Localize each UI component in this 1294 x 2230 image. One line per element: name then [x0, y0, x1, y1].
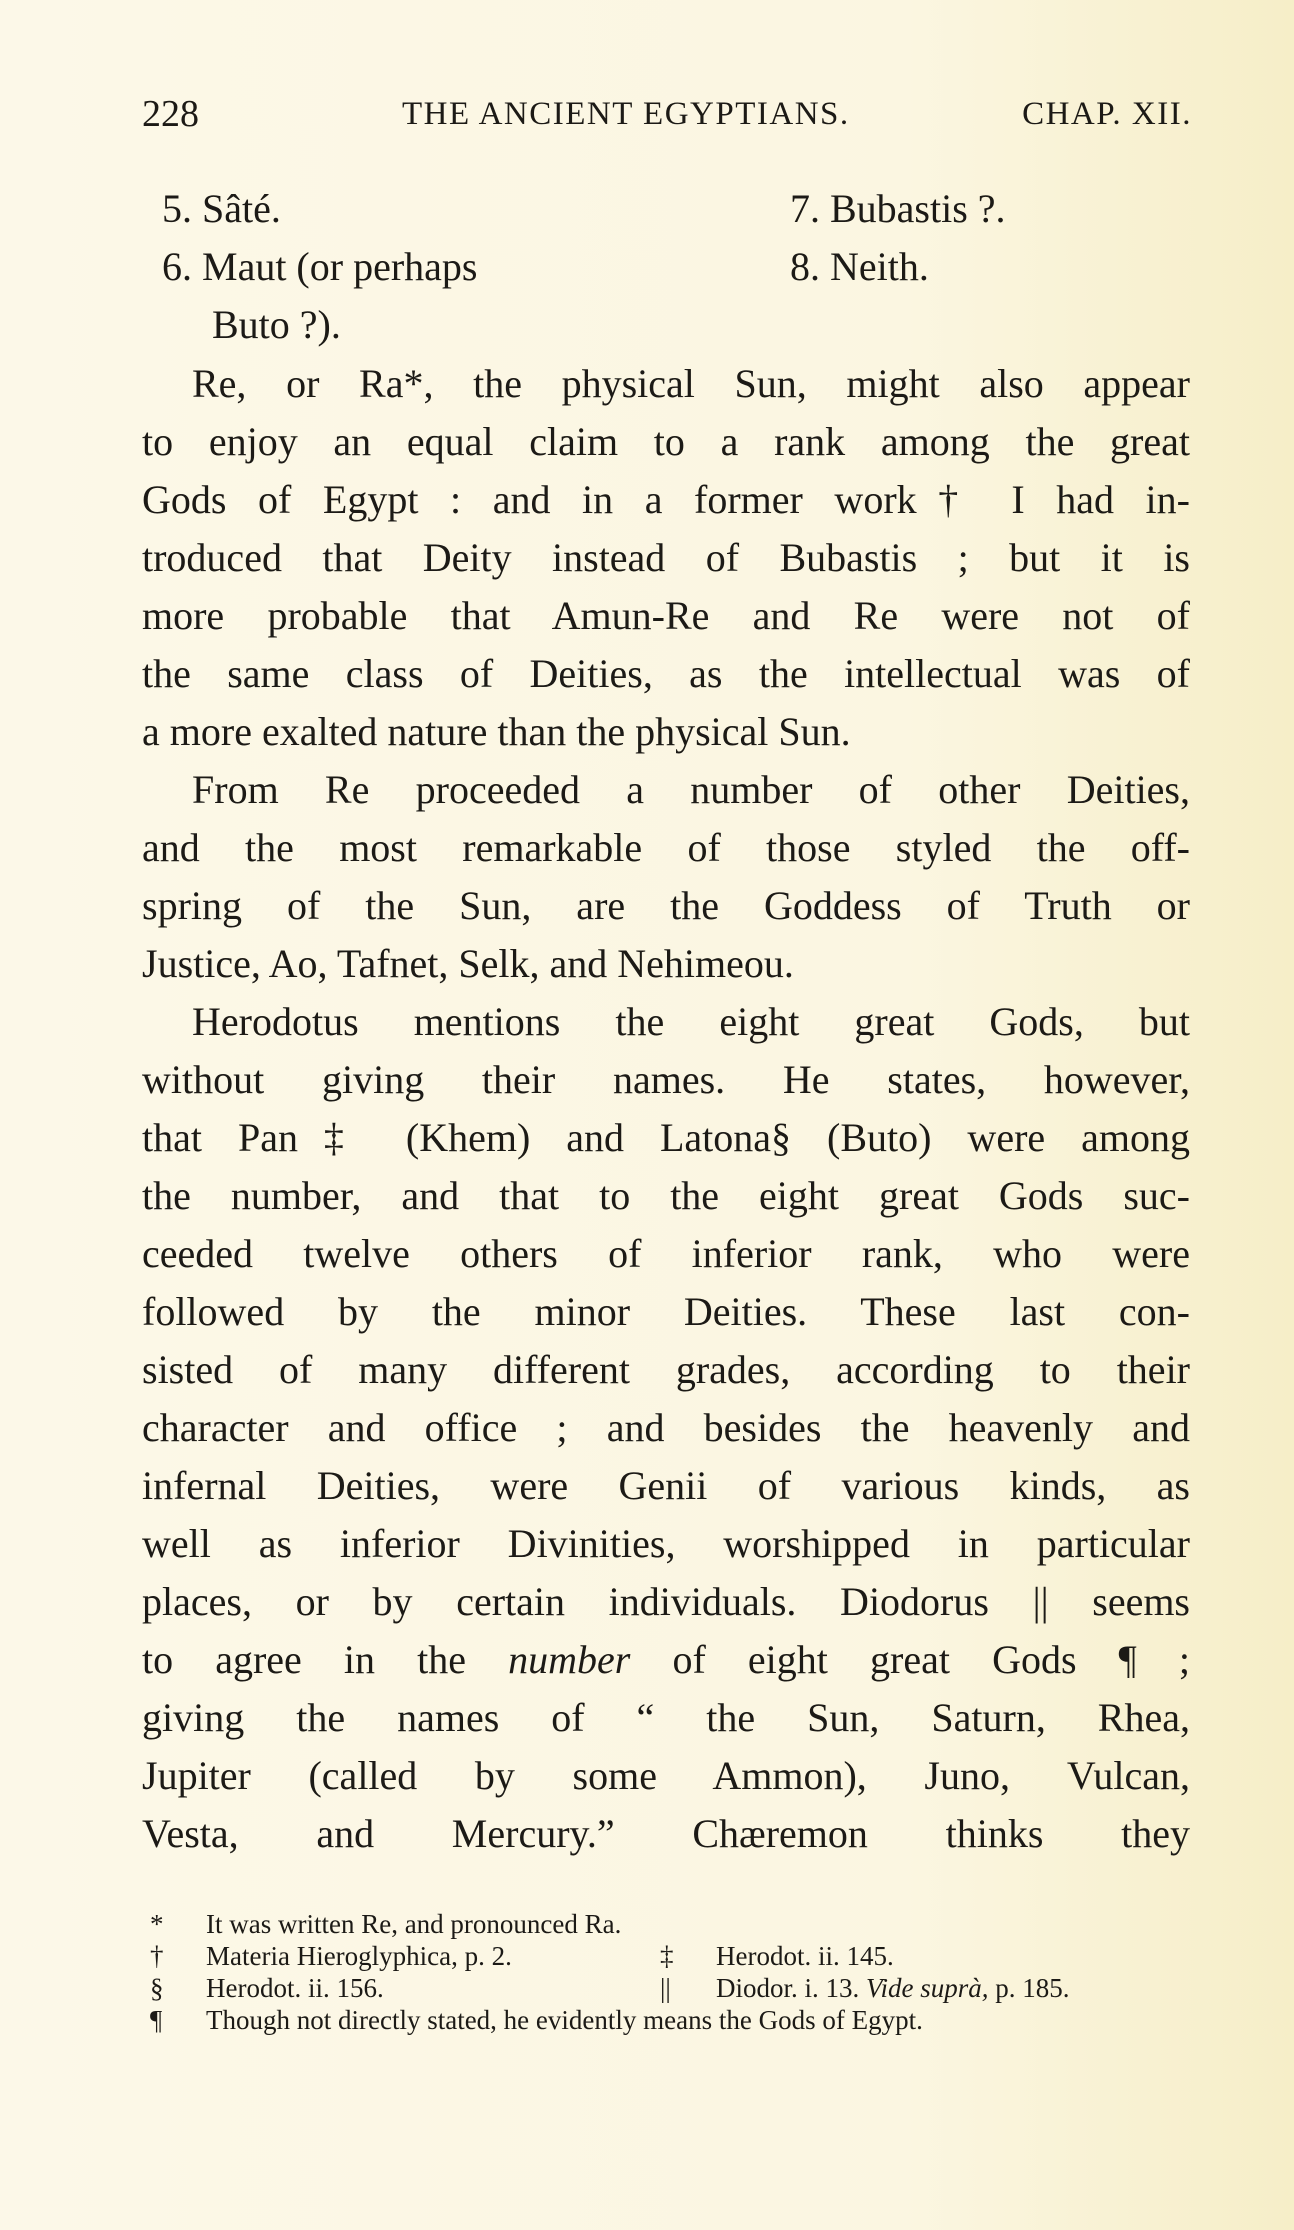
- footnote-mark: §: [150, 1973, 164, 2003]
- footnote: [660, 1941, 894, 1971]
- text-line: Justice, Ao, Tafnet, Selk, and Nehimeou.: [142, 941, 794, 986]
- text-line: followed by the minor Deities. These last con-: [142, 1289, 1190, 1334]
- footnote-mark: †: [150, 1941, 164, 1971]
- deity-list-right-column: [790, 180, 1006, 296]
- text-line: Jupiter (called by some Ammon), Juno, Vulcan,: [142, 1753, 1190, 1798]
- text-line: giving the names of “ the Sun, Saturn, Rhea,: [142, 1695, 1190, 1740]
- text-line: From Re proceeded a number of other Deities,: [192, 767, 1190, 812]
- text-line: Vesta, and Mercury.” Chæremon thinks they: [142, 1811, 1190, 1856]
- body-text: [142, 355, 1190, 1863]
- list-item: 5. Sâté.: [162, 186, 281, 231]
- text-line: the same class of Deities, as the intellectual was of: [142, 651, 1190, 696]
- footnote-mark: ‡: [660, 1941, 674, 1971]
- text-line: and the most remarkable of those styled the off-: [142, 825, 1190, 870]
- text-line: well as inferior Divinities, worshipped in particular: [142, 1521, 1190, 1566]
- list-item: 7. Bubastis ?.: [790, 186, 1006, 231]
- text-line-with-italic: [142, 1631, 1190, 1689]
- text-line: more probable that Amun-Re and Re were not of: [142, 593, 1190, 638]
- footnote: [150, 1972, 660, 2004]
- text-line: the number, and that to the eight great Gods suc-: [142, 1173, 1190, 1218]
- footnote-text: Though not directly stated, he evidently means the Gods of Egypt.: [206, 2005, 923, 2035]
- text-line: to enjoy an equal claim to a rank among the great: [142, 419, 1190, 464]
- text-line: infernal Deities, were Genii of various kinds, as: [142, 1463, 1190, 1508]
- text-line: spring of the Sun, are the Goddess of Truth or: [142, 883, 1190, 928]
- footnote-mark: ||: [660, 1973, 671, 2003]
- footnote-text: Herodot. ii. 145.: [716, 1941, 894, 1971]
- text-line: Herodotus mentions the eight great Gods, but: [192, 999, 1190, 1044]
- text-segment: of eight great Gods ¶ ;: [630, 1637, 1190, 1682]
- footnote: [660, 1973, 1070, 2003]
- footnote-italic: Vide suprà,: [866, 1973, 989, 2003]
- text-line: that Pan‡ (Khem) and Latona§ (Buto) were among: [142, 1115, 1190, 1160]
- footnote-row: [142, 1972, 1192, 2004]
- text-line: places, or by certain individuals. Diodorus || seems: [142, 1579, 1190, 1624]
- list-item: Buto ?).: [212, 302, 341, 347]
- list-item: 6. Maut (or perhaps: [162, 244, 478, 289]
- text-line: a more exalted nature than the physical Sun.: [142, 709, 851, 754]
- text-line: troduced that Deity instead of Bubastis ; but it is: [142, 535, 1190, 580]
- running-header: [142, 92, 1192, 142]
- footnote-text: Diodor. i. 13.: [716, 1973, 867, 2003]
- text-line: without giving their names. He states, however,: [142, 1057, 1190, 1102]
- footnote: [150, 1940, 660, 1972]
- deity-list-left-column: [162, 180, 477, 354]
- page-number: 228: [142, 93, 199, 135]
- text-line: Gods of Egypt : and in a former work† I had in-: [142, 477, 1190, 522]
- text-line: character and office ; and besides the heavenly and: [142, 1405, 1190, 1450]
- text-segment: to agree in the: [142, 1637, 509, 1682]
- italic-word: number: [508, 1637, 631, 1682]
- footnotes: [142, 1908, 1192, 2036]
- text-line: sisted of many different grades, according to their: [142, 1347, 1190, 1392]
- footnote-text: p. 185.: [988, 1973, 1070, 2003]
- footnote-text: It was written Re, and pronounced Ra.: [206, 1909, 622, 1939]
- footnote: [142, 1908, 1192, 1940]
- footnote: [142, 2004, 1192, 2036]
- footnote-mark: *: [150, 1909, 164, 1939]
- text-line: ceeded twelve others of inferior rank, who were: [142, 1231, 1190, 1276]
- footnote-row: [142, 1940, 1192, 1972]
- running-title: THE ANCIENT EGYPTIANS.: [402, 96, 850, 132]
- text-line: Re, or Ra*, the physical Sun, might also appear: [192, 361, 1190, 406]
- chapter-label: CHAP. XII.: [1022, 96, 1192, 132]
- footnote-text: Materia Hieroglyphica, p. 2.: [206, 1941, 512, 1971]
- footnote-mark: ¶: [150, 2005, 163, 2035]
- list-item: 8. Neith.: [790, 244, 929, 289]
- footnote-text: Herodot. ii. 156.: [206, 1973, 384, 2003]
